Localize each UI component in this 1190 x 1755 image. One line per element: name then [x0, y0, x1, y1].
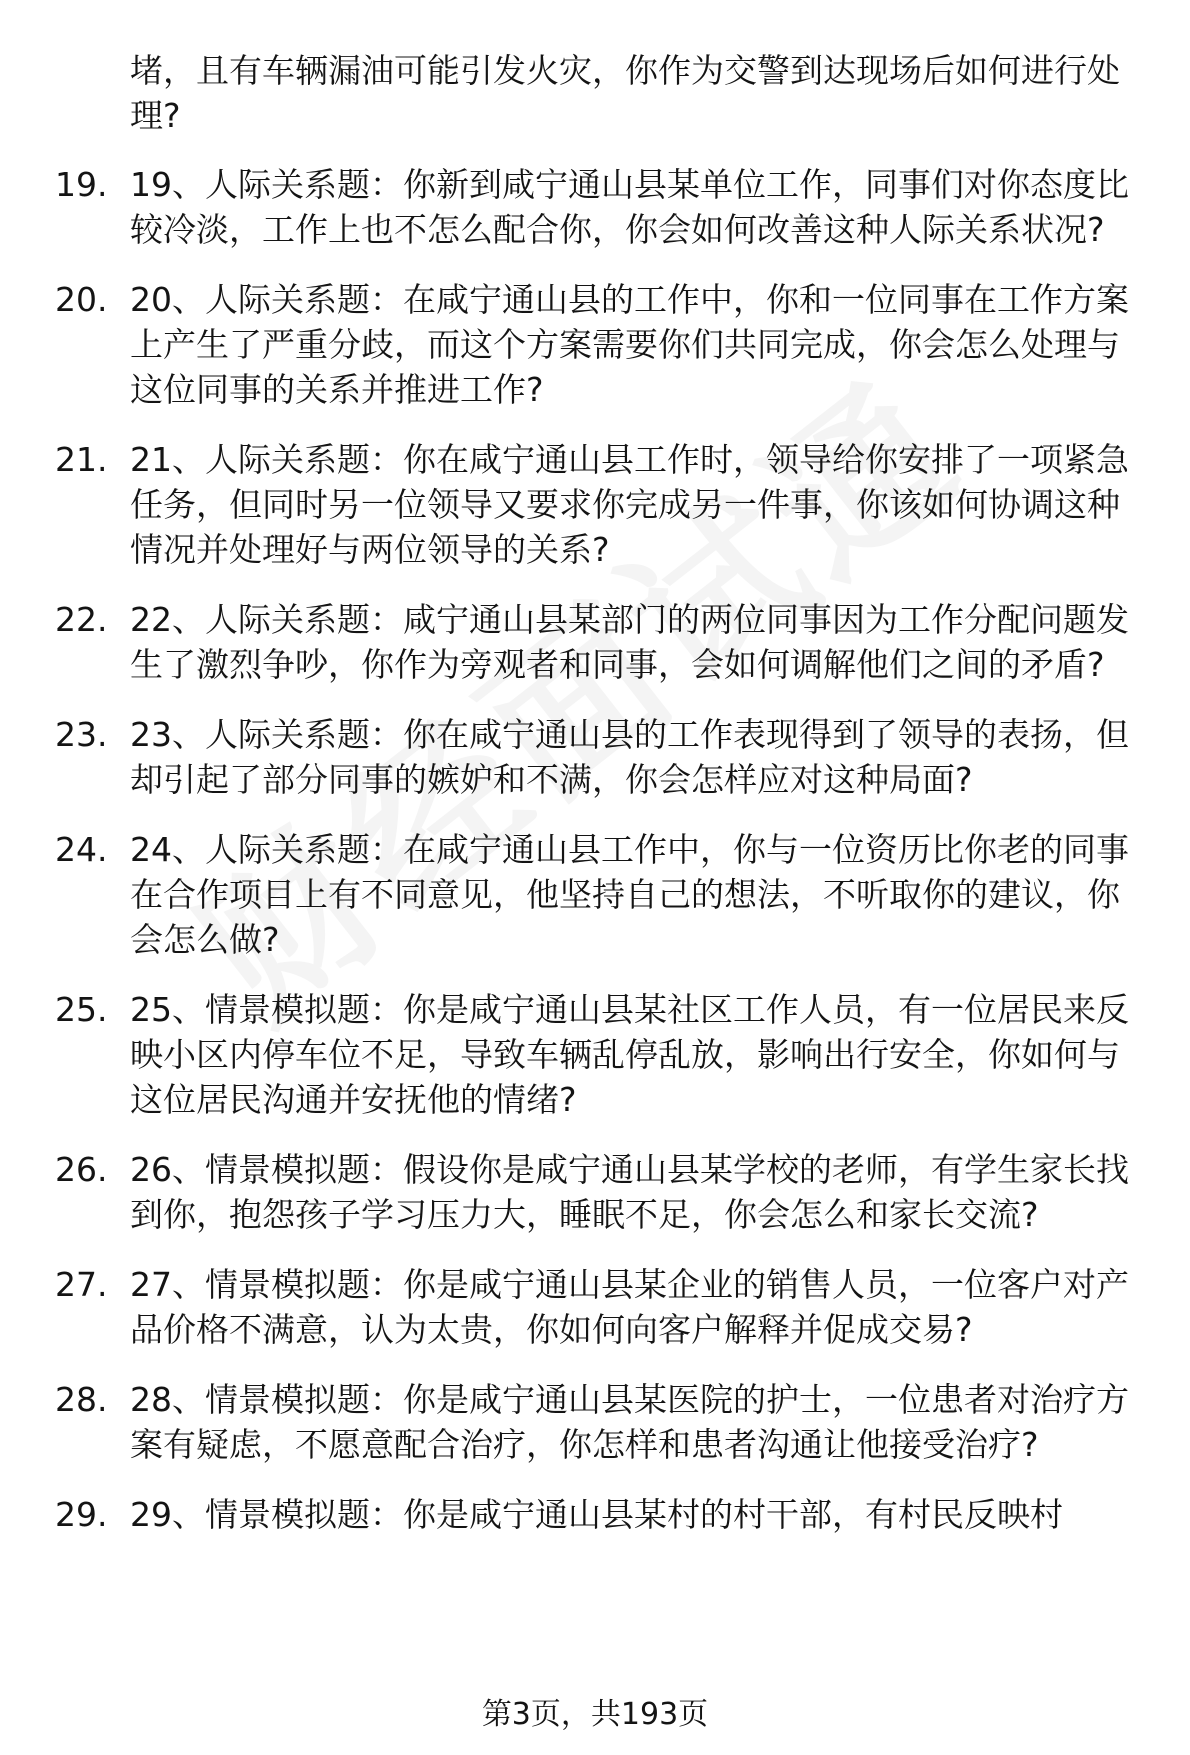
list-item — [55, 1377, 1150, 1467]
list-item-text: 26、情景模拟题：假设你是咸宁通山县某学校的老师，有学生家长找到你，抱怨孩子学习压力大，睡眠不足，你会怎么和家长交流? — [130, 1150, 1129, 1234]
continued-question-text: 堵，且有车辆漏油可能引发火灾，你作为交警到达现场后如何进行处理? — [130, 51, 1120, 135]
list-item-text: 19、人际关系题：你新到咸宁通山县某单位工作，同事们对你态度比较冷淡，工作上也不怎么配合你，你会如何改善这种人际关系状况? — [130, 165, 1129, 249]
list-item-text: 20、人际关系题：在咸宁通山县的工作中，你和一位同事在工作方案上产生了严重分歧，而这个方案需要你们共同完成，你会怎么处理与这位同事的关系并推进工作? — [130, 280, 1129, 409]
list-item-number: 21. — [55, 440, 108, 479]
list-item-number: 23. — [55, 715, 108, 754]
list-item-text: 29、情景模拟题：你是咸宁通山县某村的村干部，有村民反映村 — [130, 1495, 1063, 1534]
list-item — [55, 437, 1150, 572]
list-item-number: 19. — [55, 165, 108, 204]
list-item — [55, 597, 1150, 687]
list-item — [55, 1262, 1150, 1352]
list-item — [55, 162, 1150, 252]
list-item — [55, 987, 1150, 1122]
page-number-footer: 第3页，共193页 — [481, 1697, 709, 1732]
list-item-text: 24、人际关系题：在咸宁通山县工作中，你与一位资历比你老的同事在合作项目上有不同意见，他坚持自己的想法，不听取你的建议，你会怎么做? — [130, 830, 1129, 959]
list-item-text: 27、情景模拟题：你是咸宁通山县某企业的销售人员，一位客户对产品价格不满意，认为太贵，你如何向客户解释并促成交易? — [130, 1265, 1129, 1349]
list-item-text: 28、情景模拟题：你是咸宁通山县某医院的护士，一位患者对治疗方案有疑虑，不愿意配合治疗，你怎样和患者沟通让他接受治疗? — [130, 1380, 1129, 1464]
list-item-number: 28. — [55, 1380, 108, 1419]
list-item — [55, 712, 1150, 802]
list-item-text: 22、人际关系题：咸宁通山县某部门的两位同事因为工作分配问题发生了激烈争吵，你作为旁观者和同事，会如何调解他们之间的矛盾? — [130, 600, 1129, 684]
list-item-text: 21、人际关系题：你在咸宁通山县工作时，领导给你安排了一项紧急任务，但同时另一位领导又要求你完成另一件事，你该如何协调这种情况并处理好与两位领导的关系? — [130, 440, 1129, 569]
list-item-number: 22. — [55, 600, 108, 639]
list-item-number: 27. — [55, 1265, 108, 1304]
list-item-number: 20. — [55, 280, 108, 319]
list-item — [55, 827, 1150, 962]
question-list — [55, 162, 1150, 1537]
list-item-text: 25、情景模拟题：你是咸宁通山县某社区工作人员，有一位居民来反映小区内停车位不足，导致车辆乱停乱放，影响出行安全，你如何与这位居民沟通并安抚他的情绪? — [130, 990, 1129, 1119]
list-item-text: 23、人际关系题：你在咸宁通山县的工作表现得到了领导的表扬，但却引起了部分同事的嫉妒和不满，你会怎样应对这种局面? — [130, 715, 1129, 799]
list-item-number: 24. — [55, 830, 108, 869]
list-item — [55, 1147, 1150, 1237]
list-item — [55, 1492, 1150, 1537]
list-item-number: 29. — [55, 1495, 108, 1534]
list-item — [55, 277, 1150, 412]
list-item-number: 26. — [55, 1150, 108, 1189]
list-item-number: 25. — [55, 990, 108, 1029]
